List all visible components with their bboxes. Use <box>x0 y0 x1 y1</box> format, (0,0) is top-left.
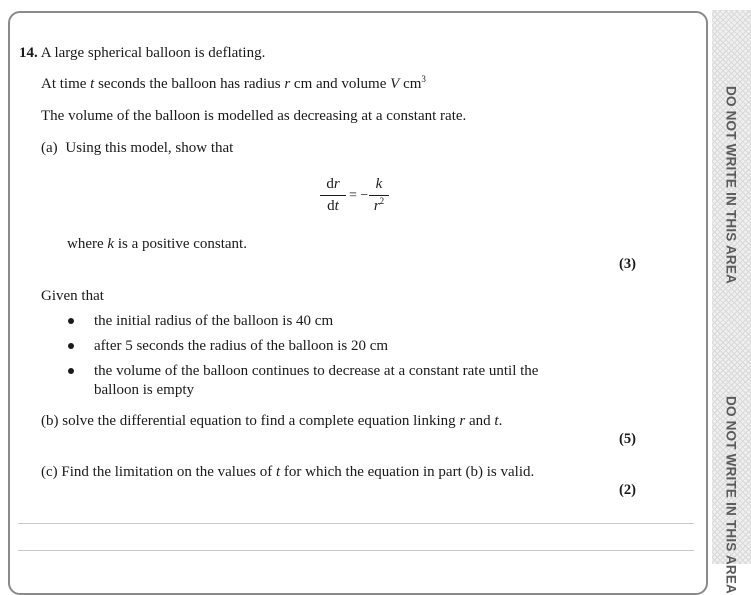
bullet-dot-1 <box>68 318 74 324</box>
part-b-marks: (5) <box>619 431 636 447</box>
part-b-prompt: (b) solve the differential equation to find a complete equation linking r and t. <box>41 413 503 429</box>
question-intro: A large spherical balloon is deflating. <box>40 45 266 61</box>
given-that: Given that <box>41 288 104 304</box>
rhs-fraction: $\frac{k}{r^2}$ <box>369 176 389 215</box>
given-bullet-2: after 5 seconds the radius of the balloon is 20 cm <box>94 338 389 354</box>
given-bullet-3: the volume of the balloon continues to decrease at a constant rate until the <box>94 363 539 379</box>
given-bullet-3-cont: balloon is empty <box>94 382 194 398</box>
bullet-dot-2 <box>68 343 74 349</box>
part-c-prompt: (c) Find the limitation on the values of t for which the equation in part (b) is valid. <box>41 464 535 480</box>
part-a-where: where k is a positive constant. <box>67 236 247 252</box>
question-heading <box>19 44 265 62</box>
given-bullet-1: the initial radius of the balloon is 40 cm <box>94 313 334 329</box>
bullet-dot-3 <box>68 368 74 374</box>
margin-warning-top: DO NOT WRITE IN THIS AREA <box>723 86 739 284</box>
question-line-2: At time t seconds the balloon has radius r cm and volume V $cm^3$ <box>41 74 426 92</box>
part-a-text: Using this model, show that <box>65 140 234 156</box>
part-a-label: (a) <box>41 140 58 156</box>
part-c-marks: (2) <box>619 482 636 498</box>
part-b-label: (b) <box>41 413 59 429</box>
part-c-label: (c) <box>41 464 58 480</box>
answer-line-1[interactable] <box>18 523 694 524</box>
part-a-marks: (3) <box>619 256 636 272</box>
question-box <box>8 11 708 595</box>
margin-warning-bottom: DO NOT WRITE IN THIS AREA <box>723 396 739 594</box>
question-number: 14. <box>19 45 38 61</box>
answer-line-2[interactable] <box>18 550 694 551</box>
equals-minus: = − <box>349 188 369 203</box>
part-a-prompt <box>41 139 233 157</box>
question-line-3: The volume of the balloon is modelled as decreasing at a constant rate. <box>41 108 467 124</box>
lhs-fraction: $\frac{dr}{dt}$ <box>320 176 346 215</box>
